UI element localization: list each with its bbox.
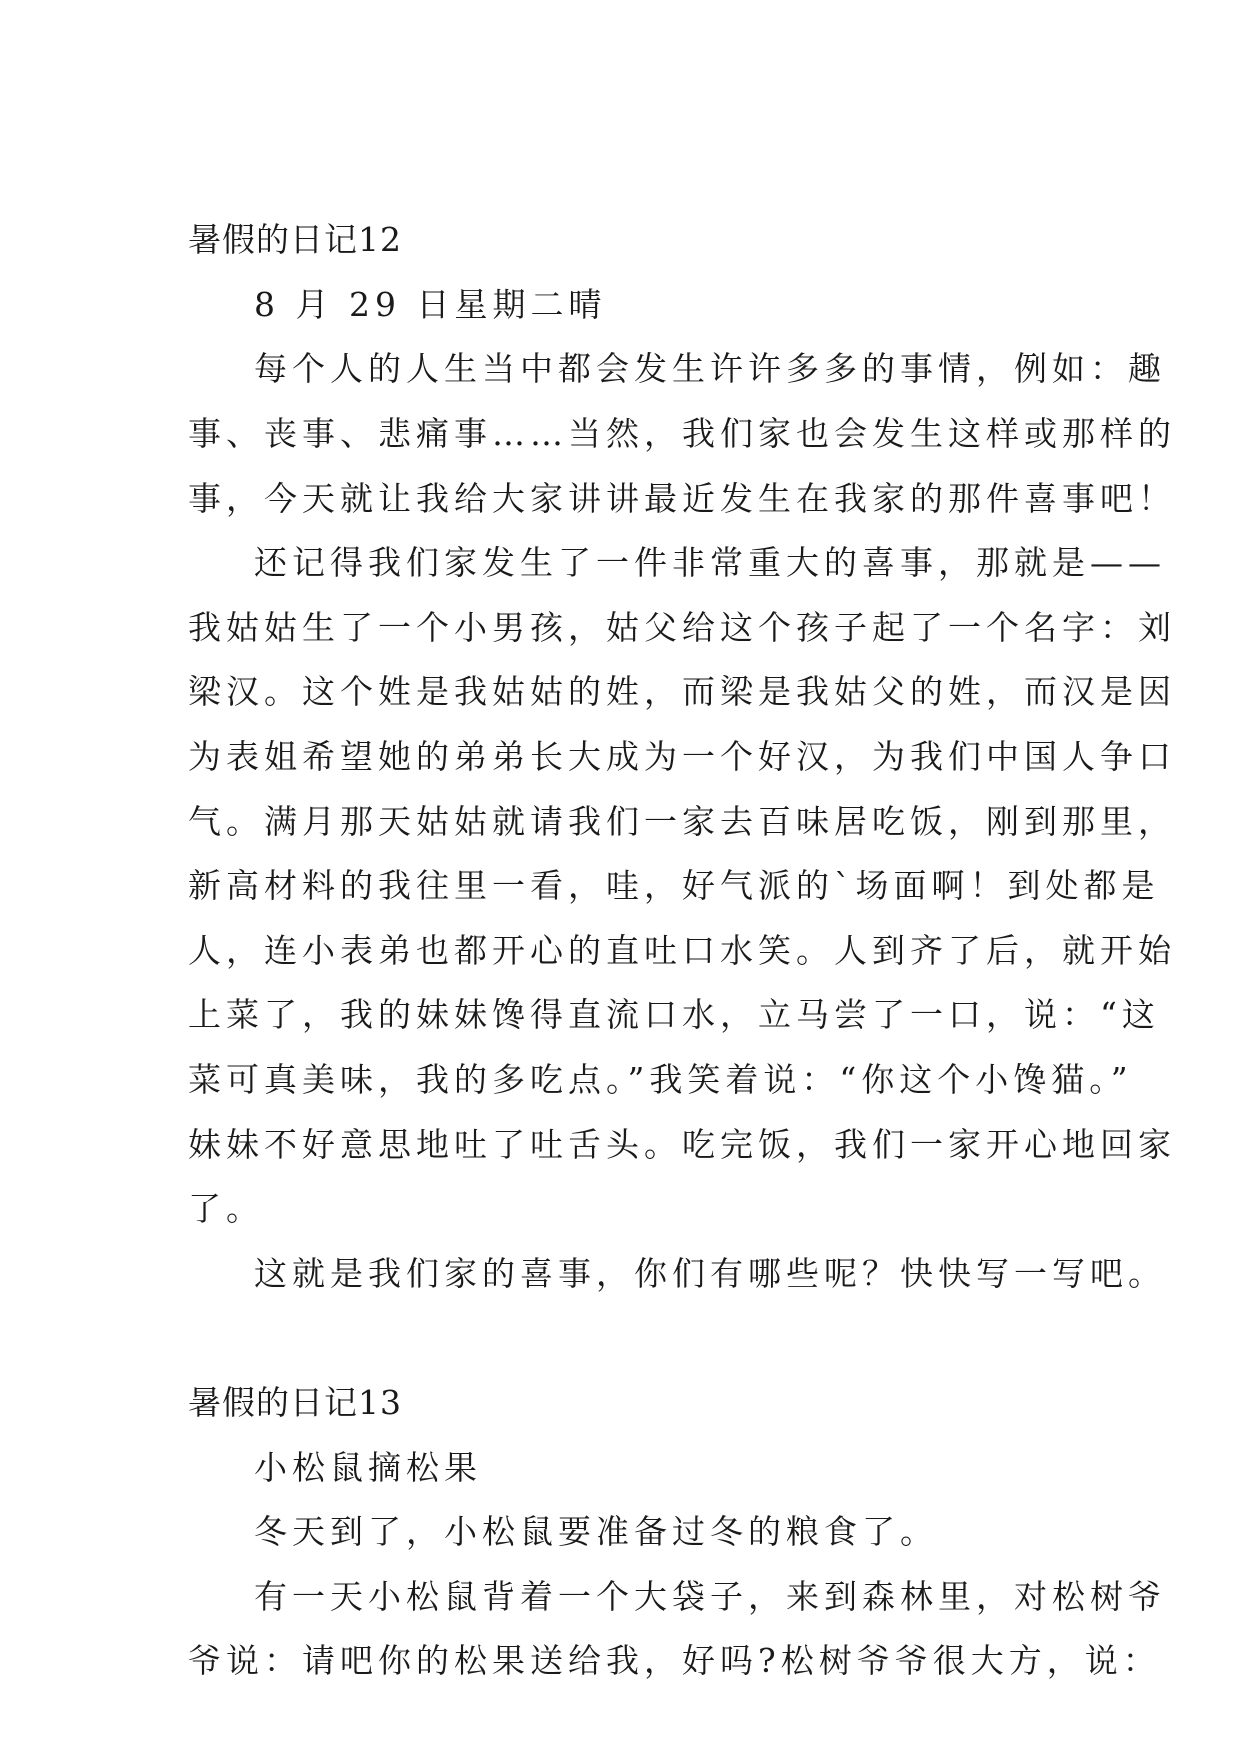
paragraph-line: 爷说：请吧你的松果送给我，好吗?松树爷爷很大方，说： — [188, 1641, 1161, 1680]
paragraph-line: 气。满月那天姑姑就请我们一家去百味居吃饭，刚到那里， — [188, 802, 1176, 841]
paragraph-line: 人，连小表弟也都开心的直吐口水笑。人到齐了后，就开始 — [188, 931, 1176, 970]
paragraph-line: 有一天小松鼠背着一个大袋子，来到森林里，对松树爷 — [254, 1577, 1166, 1616]
paragraph-line: 这就是我们家的喜事，你们有哪些呢？快快写一写吧。 — [254, 1254, 1166, 1293]
paragraph-line: 梁汉。这个姓是我姑姑的姓，而梁是我姑父的姓，而汉是因 — [188, 672, 1176, 711]
paragraph-line: 上菜了，我的妹妹馋得直流口水，立马尝了一口，说：“这 — [188, 995, 1160, 1034]
paragraph-line: 了。 — [188, 1189, 264, 1228]
paragraph-line: 冬天到了，小松鼠要准备过冬的粮食了。 — [254, 1512, 938, 1551]
paragraph-line: 新高材料的我往里一看，哇，好气派的`场面啊！到处都是 — [188, 866, 1160, 905]
paragraph-line: 还记得我们家发生了一件非常重大的喜事，那就是—— — [254, 543, 1166, 582]
entry-title: 暑假的日记13 — [188, 1383, 402, 1422]
paragraph-line: 菜可真美味，我的多吃点。”我笑着说：“你这个小馋猫。” — [188, 1060, 1133, 1099]
entry-title: 暑假的日记12 — [188, 220, 402, 259]
paragraph-line: 事、丧事、悲痛事……当然，我们家也会发生这样或那样的 — [188, 414, 1176, 453]
paragraph-line: 为表姐希望她的弟弟长大成为一个好汉，为我们中国人争口 — [188, 737, 1176, 776]
story-title: 小松鼠摘松果 — [254, 1448, 482, 1487]
entry-date: 8 月 29 日星期二晴 — [254, 285, 607, 324]
paragraph-line: 我姑姑生了一个小男孩，姑父给这个孩子起了一个名字：刘 — [188, 608, 1176, 647]
paragraph-line: 妹妹不好意思地吐了吐舌头。吃完饭，我们一家开心地回家 — [188, 1125, 1176, 1164]
paragraph-line: 每个人的人生当中都会发生许许多多的事情，例如：趣 — [254, 349, 1166, 388]
paragraph-line: 事，今天就让我给大家讲讲最近发生在我家的那件喜事吧！ — [188, 479, 1176, 518]
